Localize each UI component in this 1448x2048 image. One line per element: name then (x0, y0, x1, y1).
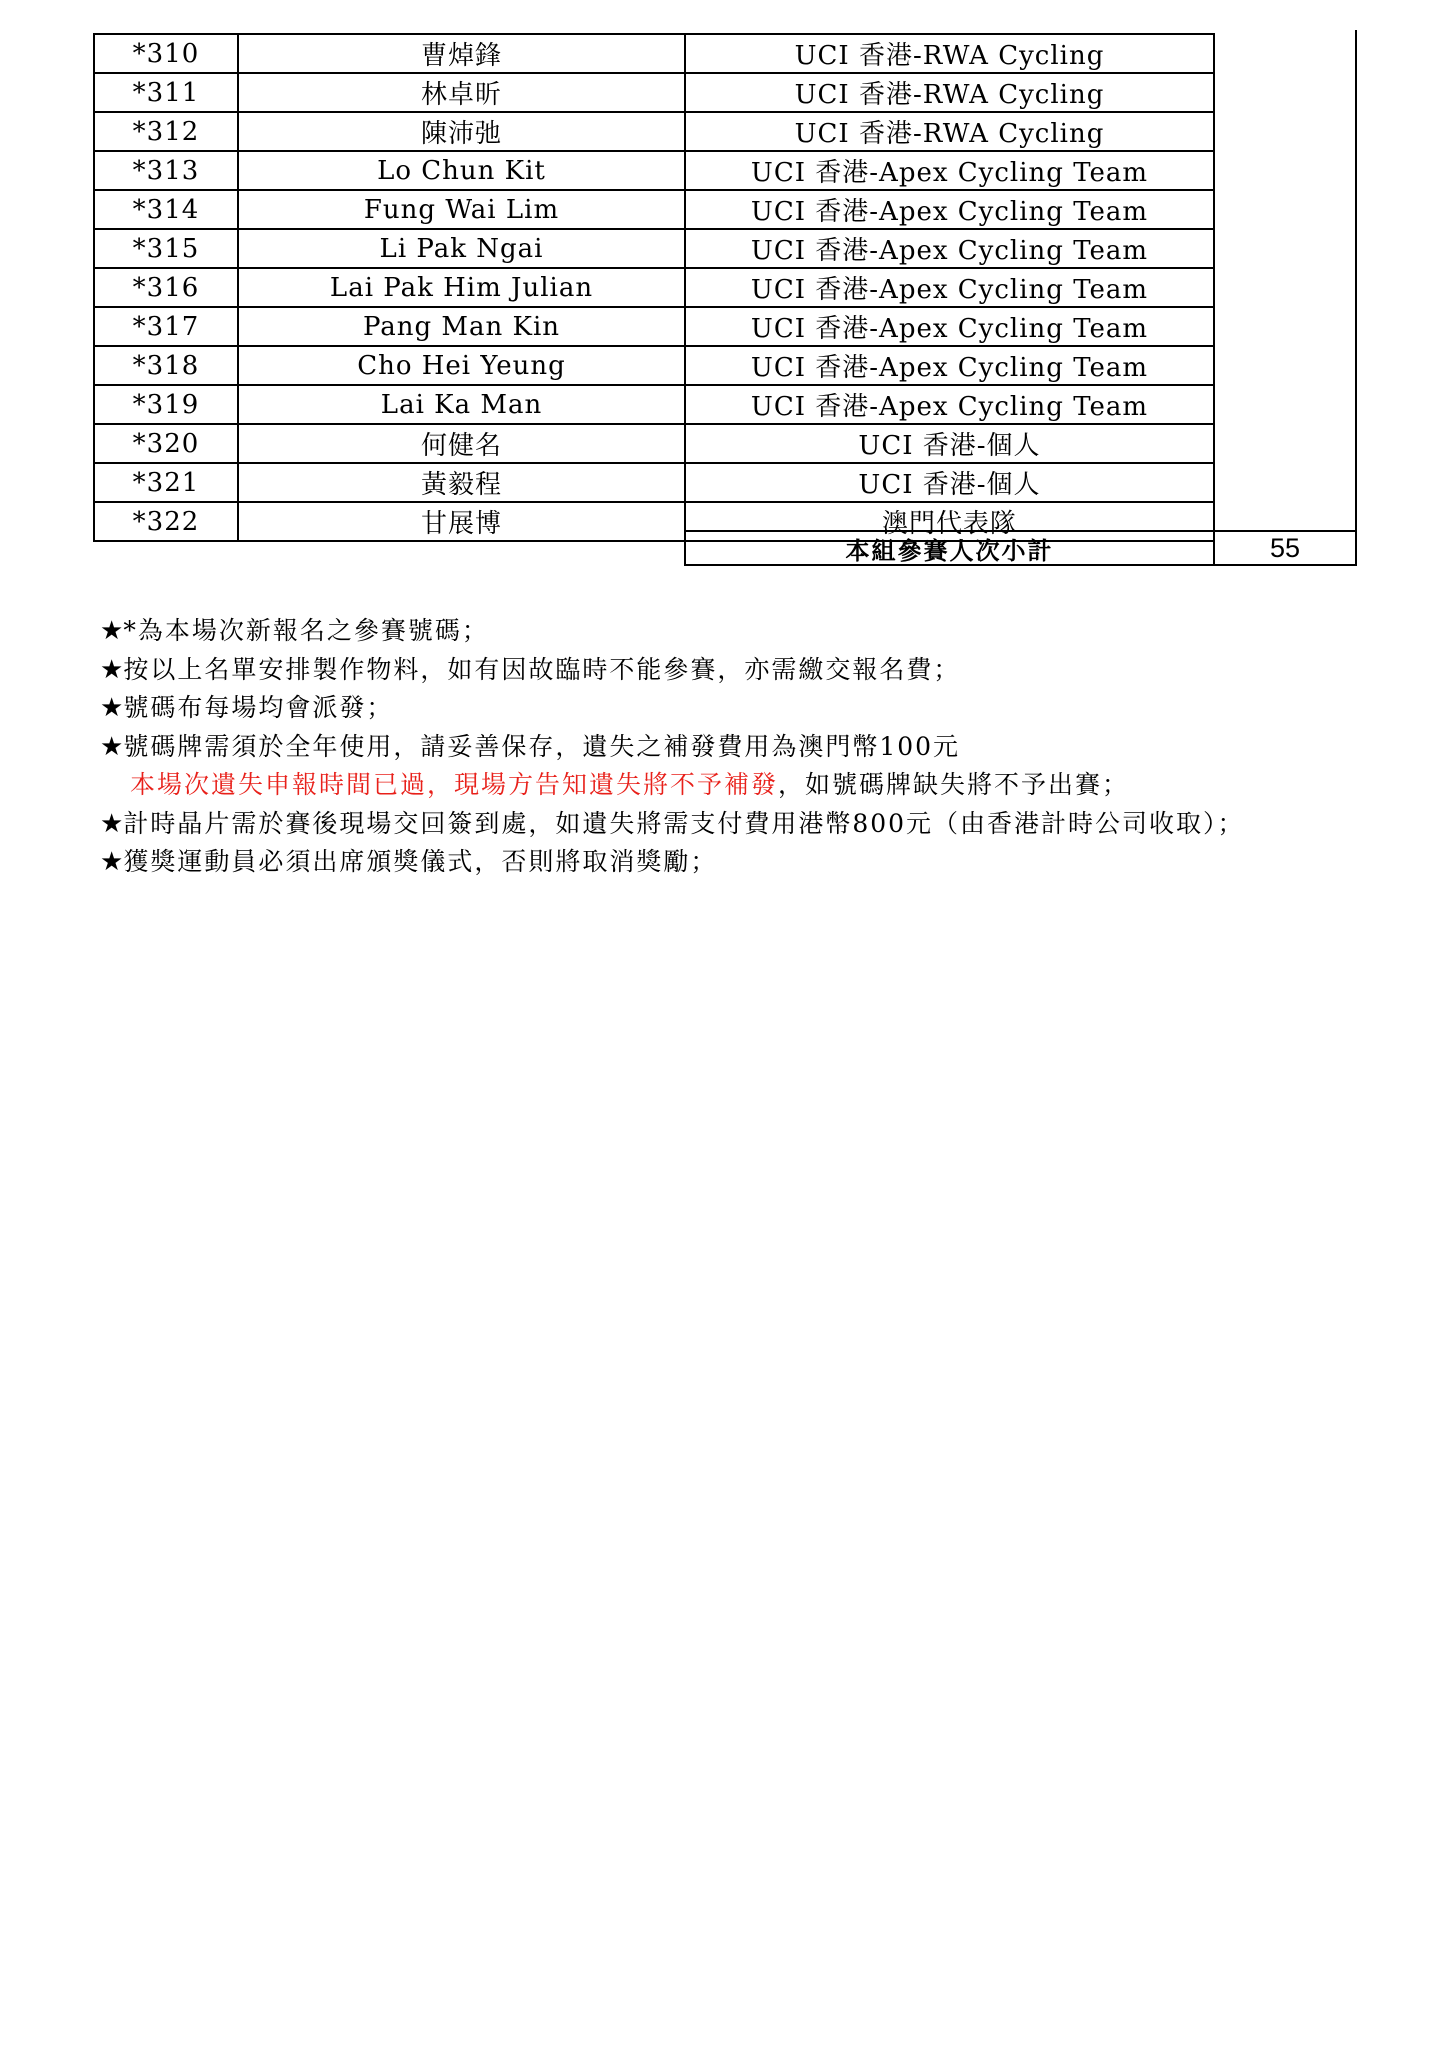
rider-team: UCI 香港-RWA Cycling (685, 73, 1214, 112)
table-right-rule (1355, 30, 1357, 566)
rider-team: UCI 香港-Apex Cycling Team (685, 385, 1214, 424)
note-text: 號碼牌需須於全年使用，請妥善保存，遺失之補發費用為澳門幣100元 (123, 731, 961, 761)
table-row (94, 385, 1214, 424)
note-lost-report (100, 766, 1360, 805)
roster-table (93, 33, 1215, 542)
table-row (94, 463, 1214, 502)
note-text: 號碼布每場均會派發； (123, 693, 394, 722)
rider-number: *322 (94, 502, 238, 541)
table-row (94, 268, 1214, 307)
rider-team: UCI 香港-Apex Cycling Team (685, 229, 1214, 268)
rider-name: Pang Man Kin (238, 307, 685, 346)
note-warning-text: 本場次遺失申報時間已過，現場方告知遺失將不予補發 (130, 770, 779, 799)
table-row (94, 307, 1214, 346)
rider-team: UCI 香港-RWA Cycling (685, 112, 1214, 151)
rider-name: 曹焯鋒 (238, 34, 685, 73)
note-materials-fee (100, 651, 1360, 690)
rider-name: Fung Wai Lim (238, 190, 685, 229)
rider-name: 甘展博 (238, 502, 685, 541)
notes-list (100, 612, 1360, 882)
rider-name: Lo Chun Kit (238, 151, 685, 190)
rider-number: *317 (94, 307, 238, 346)
note-timing-chip (100, 805, 1360, 844)
star-icon: ★ (100, 616, 124, 646)
note-text: *為本場次新報名之參賽號碼； (123, 616, 489, 645)
rider-name: 黃毅程 (238, 463, 685, 502)
rider-number: *312 (94, 112, 238, 151)
rider-team: UCI 香港-個人 (685, 424, 1214, 463)
rider-number: *318 (94, 346, 238, 385)
note-text: ，如號碼牌缺失將不予出賽； (778, 770, 1130, 799)
rider-name: 陳沛弛 (238, 112, 685, 151)
note-new-registration (100, 612, 1360, 651)
note-text: 按以上名單安排製作物料，如有因故臨時不能參賽，亦需繳交報名費； (123, 654, 961, 684)
rider-number: *321 (94, 463, 238, 502)
note-text: 計時晶片需於賽後現場交回簽到處，如遺失將需支付費用港幣800元（由香港計時公司收取）； (123, 808, 1245, 838)
rider-team: UCI 香港-Apex Cycling Team (685, 268, 1214, 307)
rider-number: *314 (94, 190, 238, 229)
rider-name: Li Pak Ngai (238, 229, 685, 268)
table-row (94, 151, 1214, 190)
rider-name: 林卓昕 (238, 73, 685, 112)
rider-team: UCI 香港-Apex Cycling Team (685, 151, 1214, 190)
star-icon: ★ (100, 693, 124, 723)
rider-name: 何健名 (238, 424, 685, 463)
rider-number: *316 (94, 268, 238, 307)
rider-number: *310 (94, 34, 238, 73)
table-row (94, 346, 1214, 385)
note-award-ceremony (100, 843, 1360, 882)
table-row (94, 112, 1214, 151)
subtotal-row (684, 530, 1355, 566)
rider-team: 澳門代表隊 (685, 502, 1214, 541)
star-icon: ★ (100, 847, 124, 877)
rider-team: UCI 香港-Apex Cycling Team (685, 307, 1214, 346)
rider-number: *315 (94, 229, 238, 268)
rider-team: UCI 香港-RWA Cycling (685, 34, 1214, 73)
note-number-plate (100, 728, 1360, 767)
rider-number: *320 (94, 424, 238, 463)
rider-name: Lai Pak Him Julian (238, 268, 685, 307)
star-icon: ★ (100, 654, 124, 685)
rider-name: Lai Ka Man (238, 385, 685, 424)
rider-number: *311 (94, 73, 238, 112)
rider-name: Cho Hei Yeung (238, 346, 685, 385)
star-icon: ★ (100, 731, 124, 762)
note-text: 獲獎運動員必須出席頒獎儀式，否則將取消獎勵； (123, 847, 718, 876)
table-row (94, 190, 1214, 229)
table-row (94, 34, 1214, 73)
rider-number: *319 (94, 385, 238, 424)
rider-number: *313 (94, 151, 238, 190)
table-row (94, 73, 1214, 112)
rider-team: UCI 香港-個人 (685, 463, 1214, 502)
subtotal-label: 本組參賽人次小計 (686, 532, 1215, 564)
table-row (94, 229, 1214, 268)
star-icon: ★ (100, 808, 124, 839)
rider-team: UCI 香港-Apex Cycling Team (685, 346, 1214, 385)
table-row (94, 424, 1214, 463)
rider-team: UCI 香港-Apex Cycling Team (685, 190, 1214, 229)
note-bib-distribution (100, 689, 1360, 728)
subtotal-value: 55 (1269, 532, 1301, 563)
